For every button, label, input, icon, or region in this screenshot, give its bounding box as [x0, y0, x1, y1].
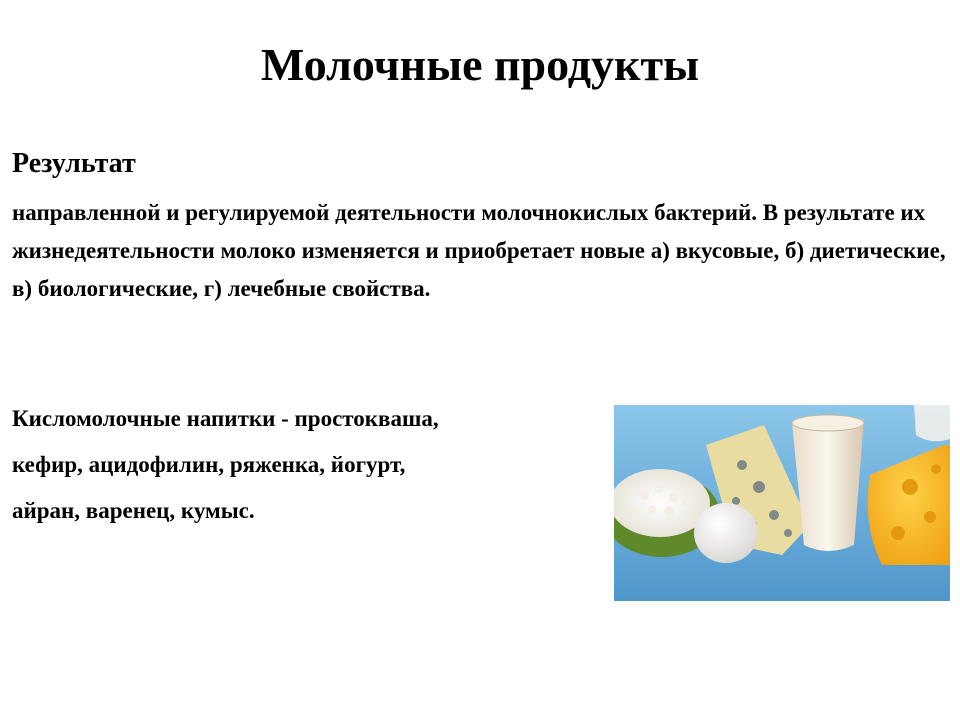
- dairy-products-photo: [614, 405, 950, 601]
- drinks-line-3: айран, варенец, кумыс.: [12, 498, 255, 523]
- mozzarella-shape: [694, 503, 758, 563]
- description-paragraph: направленной и регулируемой деятельности молочнокислых бактерий. В результате их жизнедеятельности молоко изменяется и приобретает новые а) вкусовые, б) диетические, в) биологические, г) лечебные свойства.: [12, 200, 946, 301]
- fermented-drinks-list: [12, 396, 612, 534]
- milk-glass-shape: [792, 419, 864, 551]
- slide-title: Молочные продукты: [260, 39, 700, 90]
- subheading: Результат: [12, 148, 136, 179]
- drinks-line-2: кефир, ацидофилин, ряженка, йогурт,: [12, 452, 406, 477]
- drinks-line-1: Кисломолочные напитки - простокваша,: [12, 406, 439, 431]
